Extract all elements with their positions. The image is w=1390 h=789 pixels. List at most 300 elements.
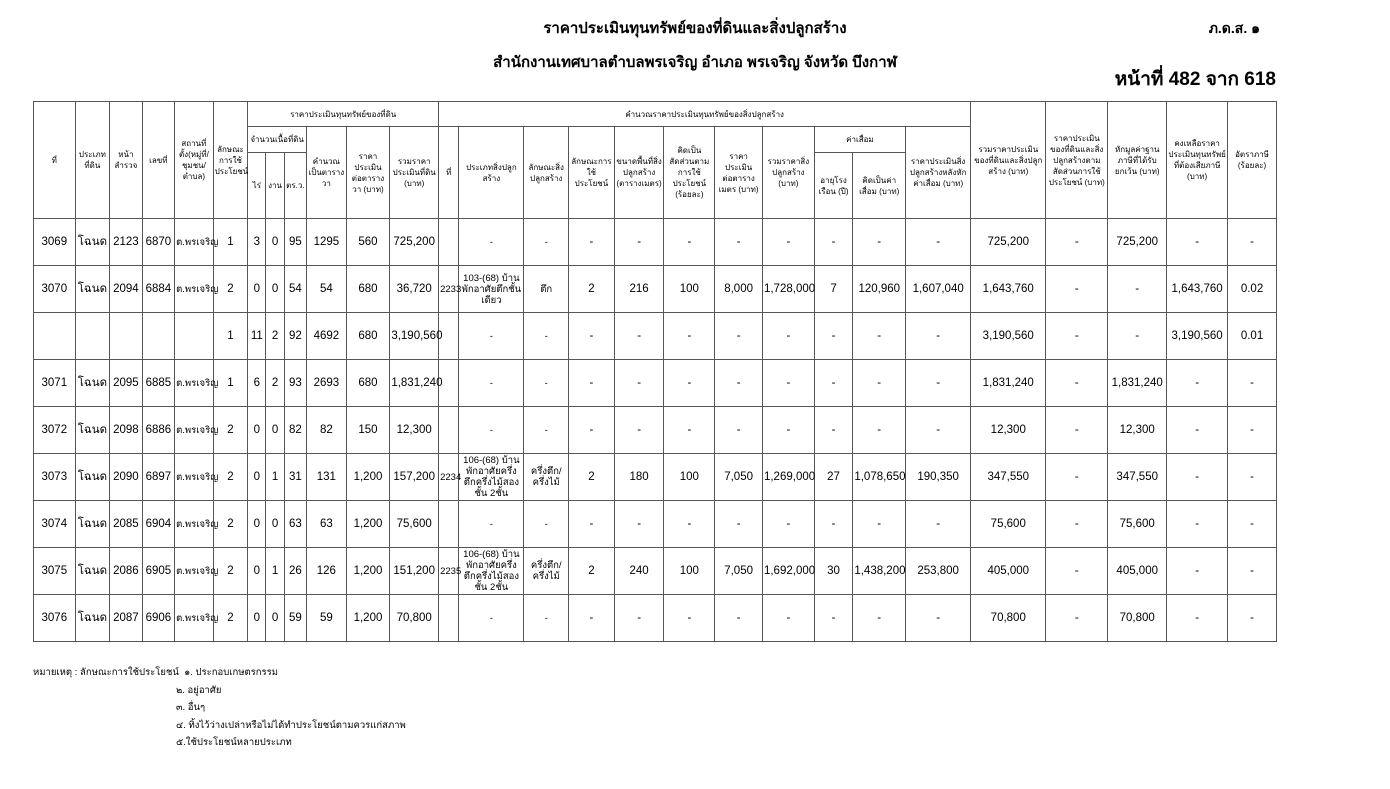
table-cell: ต.พรเจริญ — [175, 360, 214, 407]
table-header — [34, 102, 1277, 219]
table-cell: 405,000 — [1108, 548, 1167, 595]
table-cell: 2095 — [110, 360, 142, 407]
table-cell: - — [762, 595, 814, 642]
table-row — [34, 313, 1277, 360]
table-cell: 157,200 — [390, 454, 439, 501]
table-cell: 2087 — [110, 595, 142, 642]
table-cell — [439, 219, 459, 266]
table-cell: 2094 — [110, 266, 142, 313]
table-cell: 1,831,240 — [971, 360, 1046, 407]
col-land-total: รวมราคาประเมินที่ดิน (บาท) — [390, 127, 439, 219]
table-cell: 6905 — [142, 548, 174, 595]
table-cell: 151,200 — [390, 548, 439, 595]
col-group-area: จำนวนเนื้อที่ดิน — [248, 127, 307, 153]
table-cell: - — [814, 407, 853, 454]
table-row — [34, 501, 1277, 548]
table-cell: 2098 — [110, 407, 142, 454]
table-cell: - — [715, 595, 763, 642]
table-cell: - — [853, 313, 906, 360]
table-cell: - — [814, 595, 853, 642]
table-cell: 75,600 — [1108, 501, 1167, 548]
table-cell: - — [1167, 454, 1228, 501]
table-cell: 93 — [284, 360, 306, 407]
table-cell: 2235 — [439, 548, 459, 595]
table-cell: 3 — [248, 219, 266, 266]
table-cell: - — [569, 595, 615, 642]
table-cell: ต.พรเจริญ — [175, 454, 214, 501]
table-cell: 1 — [213, 219, 248, 266]
col-total-all: รวมราคาประเมินของที่ดินและสิ่งปลูกสร้าง (บาท) — [971, 102, 1046, 219]
table-cell: 6906 — [142, 595, 174, 642]
table-cell: - — [906, 313, 971, 360]
table-cell: 1,607,040 — [906, 266, 971, 313]
table-cell: 7 — [814, 266, 853, 313]
table-cell: - — [906, 595, 971, 642]
table-cell: 180 — [614, 454, 664, 501]
table-cell: 0 — [266, 407, 284, 454]
table-cell: 1,200 — [346, 454, 390, 501]
table-cell: โฉนด — [75, 360, 110, 407]
table-cell: ต.พรเจริญ — [175, 407, 214, 454]
table-cell: 12,300 — [390, 407, 439, 454]
table-cell: - — [762, 313, 814, 360]
table-cell: 131 — [307, 454, 347, 501]
table-cell: - — [569, 313, 615, 360]
table-cell — [439, 407, 459, 454]
table-cell: 0 — [266, 266, 284, 313]
table-row — [34, 595, 1277, 642]
col-exempt: หักมูลค่าฐานภาษีที่ได้รับยกเว้น (บาท) — [1108, 102, 1167, 219]
table-cell: 4692 — [307, 313, 347, 360]
table-cell: 1,692,000 — [762, 548, 814, 595]
table-cell: 3069 — [34, 219, 76, 266]
table-cell: 3073 — [34, 454, 76, 501]
table-cell: 63 — [307, 501, 347, 548]
table-cell: 6885 — [142, 360, 174, 407]
table-cell: 12,300 — [1108, 407, 1167, 454]
table-cell: 59 — [307, 595, 347, 642]
table-cell: 3,190,560 — [971, 313, 1046, 360]
table-cell: 680 — [346, 360, 390, 407]
table-cell: 2 — [266, 313, 284, 360]
table-row — [34, 219, 1277, 266]
table-cell: 63 — [284, 501, 306, 548]
table-cell: 190,350 — [906, 454, 971, 501]
table-cell: 0 — [248, 266, 266, 313]
table-cell: 0.01 — [1228, 313, 1277, 360]
table-cell: - — [1046, 548, 1108, 595]
table-cell: ต.พรเจริญ — [175, 595, 214, 642]
table-cell: 725,200 — [1108, 219, 1167, 266]
table-cell: 70,800 — [1108, 595, 1167, 642]
document-title: ราคาประเมินทุนทรัพย์ของที่ดินและสิ่งปลูกสร้าง — [543, 20, 847, 37]
table-cell: 347,550 — [1108, 454, 1167, 501]
table-cell: - — [814, 501, 853, 548]
table-cell: 11 — [248, 313, 266, 360]
table-cell: 680 — [346, 313, 390, 360]
table-cell: 150 — [346, 407, 390, 454]
document-subtitle: สำนักงานเทศบาลตำบลพรเจริญ อำเภอ พรเจริญ จังหวัด บึงกาฬ — [493, 54, 897, 71]
col-group-building: คำนวณราคาประเมินทุนทรัพย์ของสิ่งปลูกสร้าง — [439, 102, 971, 127]
table-cell: - — [524, 501, 569, 548]
table-cell: 126 — [307, 548, 347, 595]
table-cell: 405,000 — [971, 548, 1046, 595]
table-cell: 347,550 — [971, 454, 1046, 501]
table-cell: - — [853, 219, 906, 266]
table-cell: - — [1228, 501, 1277, 548]
table-cell: - — [664, 407, 715, 454]
table-cell: - — [1046, 595, 1108, 642]
col-bld-size: ขนาดพื้นที่สิ่งปลูกสร้าง (ตารางเมตร) — [614, 127, 664, 219]
table-cell: - — [762, 501, 814, 548]
table-cell: - — [459, 501, 524, 548]
form-code: ภ.ด.ส. ๑ — [1208, 20, 1260, 36]
table-cell: - — [459, 407, 524, 454]
table-cell: 3,190,560 — [390, 313, 439, 360]
table-cell: 1,643,760 — [1167, 266, 1228, 313]
col-bld-use: ลักษณะการใช้ประโยชน์ — [569, 127, 615, 219]
table-cell: โฉนด — [75, 595, 110, 642]
table-cell: - — [569, 501, 615, 548]
table-cell: - — [614, 501, 664, 548]
table-cell: 2234 — [439, 454, 459, 501]
table-cell — [175, 313, 214, 360]
col-remaining: คงเหลือราคาประเมินทุนทรัพย์ที่ต้องเสียภาษี (บาท) — [1167, 102, 1228, 219]
table-cell: 725,200 — [971, 219, 1046, 266]
table-cell: - — [459, 219, 524, 266]
table-cell: - — [715, 360, 763, 407]
table-cell: 120,960 — [853, 266, 906, 313]
table-cell — [439, 501, 459, 548]
table-cell: 6886 — [142, 407, 174, 454]
table-cell: 2 — [213, 548, 248, 595]
table-cell: 3074 — [34, 501, 76, 548]
table-cell: 240 — [614, 548, 664, 595]
table-cell: 1,438,200 — [853, 548, 906, 595]
table-cell: 2 — [213, 595, 248, 642]
table-cell: 3,190,560 — [1167, 313, 1228, 360]
table-cell: - — [906, 360, 971, 407]
table-cell: - — [762, 219, 814, 266]
table-cell: 100 — [664, 266, 715, 313]
table-body — [34, 219, 1277, 642]
col-share: ราคาประเมินของที่ดินและสิ่งปลูกสร้างตามสัดส่วนการใช้ประโยชน์ (บาท) — [1046, 102, 1108, 219]
table-cell: 1 — [266, 548, 284, 595]
table-cell: - — [906, 501, 971, 548]
table-cell: 36,720 — [390, 266, 439, 313]
table-cell: - — [1228, 360, 1277, 407]
table-cell: 2 — [213, 501, 248, 548]
table-cell: - — [1108, 313, 1167, 360]
table-cell: 6 — [248, 360, 266, 407]
table-cell: 2233 — [439, 266, 459, 313]
col-group-land: ราคาประเมินทุนทรัพย์ของที่ดิน — [248, 102, 439, 127]
table-cell: - — [814, 313, 853, 360]
col-price-per-sqwa: ราคาประเมินต่อตารางวา (บาท) — [346, 127, 390, 219]
table-cell: 2693 — [307, 360, 347, 407]
table-cell: - — [1046, 501, 1108, 548]
assessment-table — [33, 101, 1277, 642]
table-cell: 6870 — [142, 219, 174, 266]
table-cell: - — [1167, 407, 1228, 454]
footnotes — [33, 664, 406, 752]
table-cell: - — [524, 219, 569, 266]
table-cell: 6897 — [142, 454, 174, 501]
table-cell: 0 — [266, 595, 284, 642]
table-cell: 106-(68) บ้านพักอาศัยครึ่งตึกครึ่งไม้สองชั้น 2ชั้น — [459, 454, 524, 501]
table-cell: - — [1046, 360, 1108, 407]
col-bld-char: ลักษณะสิ่งปลูกสร้าง — [524, 127, 569, 219]
table-cell: 95 — [284, 219, 306, 266]
table-cell: - — [569, 360, 615, 407]
col-ngan: งาน — [266, 153, 284, 219]
table-cell: 1295 — [307, 219, 347, 266]
table-cell: 27 — [814, 454, 853, 501]
table-cell: - — [853, 595, 906, 642]
table-cell: - — [1228, 454, 1277, 501]
table-cell: - — [664, 360, 715, 407]
table-cell: ตึก — [524, 266, 569, 313]
note-item: ๒. อยู่อาศัย — [176, 684, 222, 696]
table-cell: - — [814, 219, 853, 266]
col-use-type: ลักษณะการใช้ประโยชน์ — [213, 102, 248, 219]
table-cell: 7,050 — [715, 454, 763, 501]
table-cell: - — [524, 595, 569, 642]
table-cell — [75, 313, 110, 360]
table-cell: 3071 — [34, 360, 76, 407]
table-cell: 2 — [213, 266, 248, 313]
table-cell — [439, 595, 459, 642]
table-cell: โฉนด — [75, 266, 110, 313]
table-cell: - — [459, 360, 524, 407]
col-age: อายุโรงเรือน (ปี) — [814, 153, 853, 219]
table-cell: 54 — [307, 266, 347, 313]
table-cell: 70,800 — [390, 595, 439, 642]
table-cell: - — [1167, 595, 1228, 642]
col-price-sqm: ราคาประเมินต่อตารางเมตร (บาท) — [715, 127, 763, 219]
table-cell: - — [614, 595, 664, 642]
table-cell: - — [906, 219, 971, 266]
table-row — [34, 454, 1277, 501]
table-cell: - — [524, 360, 569, 407]
table-cell: - — [664, 219, 715, 266]
table-row — [34, 266, 1277, 313]
table-cell: - — [906, 407, 971, 454]
table-cell: - — [853, 501, 906, 548]
col-sqwa: ตร.ว. — [284, 153, 306, 219]
table-row — [34, 548, 1277, 595]
table-cell: 82 — [307, 407, 347, 454]
table-cell: 0.02 — [1228, 266, 1277, 313]
table-cell: 0 — [266, 501, 284, 548]
table-cell: 1,200 — [346, 548, 390, 595]
table-cell: 30 — [814, 548, 853, 595]
table-cell: 2086 — [110, 548, 142, 595]
table-cell: - — [715, 407, 763, 454]
table-cell — [142, 313, 174, 360]
table-cell — [34, 313, 76, 360]
table-cell: 0 — [248, 595, 266, 642]
table-cell: 1,200 — [346, 501, 390, 548]
table-cell: - — [1228, 407, 1277, 454]
table-cell: 2085 — [110, 501, 142, 548]
table-cell: 725,200 — [390, 219, 439, 266]
table-cell: - — [1228, 595, 1277, 642]
table-cell: ต.พรเจริญ — [175, 266, 214, 313]
table-cell: 12,300 — [971, 407, 1046, 454]
table-cell: 216 — [614, 266, 664, 313]
table-cell: ต.พรเจริญ — [175, 219, 214, 266]
table-cell: 2 — [213, 407, 248, 454]
table-cell: ต.พรเจริญ — [175, 548, 214, 595]
table-cell: 31 — [284, 454, 306, 501]
table-cell: 6884 — [142, 266, 174, 313]
col-number: เลขที่ — [142, 102, 174, 219]
table-cell: 2 — [569, 548, 615, 595]
table-cell: - — [715, 501, 763, 548]
table-cell: 1 — [213, 360, 248, 407]
table-cell: 1 — [213, 313, 248, 360]
table-cell: - — [853, 407, 906, 454]
table-cell: - — [614, 219, 664, 266]
table-cell: - — [1228, 548, 1277, 595]
table-cell: 1,728,000 — [762, 266, 814, 313]
table-cell: โฉนด — [75, 219, 110, 266]
col-bld-total: รวมราคาสิ่งปลูกสร้าง (บาท) — [762, 127, 814, 219]
table-cell: - — [664, 595, 715, 642]
table-cell: - — [1046, 407, 1108, 454]
table-cell: - — [1046, 454, 1108, 501]
table-cell: - — [1228, 219, 1277, 266]
table-cell: 3075 — [34, 548, 76, 595]
col-tax-rate: อัตราภาษี (ร้อยละ) — [1228, 102, 1277, 219]
table-cell: 2123 — [110, 219, 142, 266]
note-item: ๔. ทิ้งไว้ว่างเปล่าหรือไม่ได้ทำประโยชน์ตามควรแก่สภาพ — [176, 719, 406, 731]
table-cell: โฉนด — [75, 407, 110, 454]
table-cell: 1,831,240 — [390, 360, 439, 407]
col-survey: หน้าสำรวจ — [110, 102, 142, 219]
col-no: ที่ — [34, 102, 76, 219]
table-cell: 3070 — [34, 266, 76, 313]
table-cell: - — [853, 360, 906, 407]
table-cell: 82 — [284, 407, 306, 454]
table-cell: - — [1167, 219, 1228, 266]
table-cell: - — [569, 219, 615, 266]
table-cell: 3076 — [34, 595, 76, 642]
table-cell: - — [459, 595, 524, 642]
table-cell: 2 — [213, 454, 248, 501]
table-cell: 0 — [248, 501, 266, 548]
note-item: ๓. อื่นๆ — [176, 702, 206, 713]
table-cell: 59 — [284, 595, 306, 642]
table-cell: 106-(68) บ้านพักอาศัยครึ่งตึกครึ่งไม้สองชั้น 2ชั้น — [459, 548, 524, 595]
col-land-type: ประเภทที่ดิน — [75, 102, 110, 219]
table-cell: 1,078,650 — [853, 454, 906, 501]
table-row — [34, 360, 1277, 407]
table-cell: ต.พรเจริญ — [175, 501, 214, 548]
table-cell: 0 — [248, 407, 266, 454]
table-cell: - — [524, 407, 569, 454]
note-item: ๕.ใช้ประโยชน์หลายประเภท — [176, 737, 292, 748]
table-cell: 1,831,240 — [1108, 360, 1167, 407]
table-cell: - — [1046, 266, 1108, 313]
table-cell: - — [1167, 501, 1228, 548]
table-cell: - — [1046, 313, 1108, 360]
table-cell: 680 — [346, 266, 390, 313]
table-cell: - — [614, 313, 664, 360]
table-cell: 2090 — [110, 454, 142, 501]
table-cell: ครึ่งตึก/ครึ่งไม้ — [524, 454, 569, 501]
col-area-calc: คำนวณเป็นตารางวา — [307, 127, 347, 219]
col-bld-after: ราคาประเมินสิ่งปลูกสร้างหลังหักค่าเสื่อม (บาท) — [906, 127, 971, 219]
table-cell: - — [715, 219, 763, 266]
col-bld-type: ประเภทสิ่งปลูกสร้าง — [459, 127, 524, 219]
table-cell: 0 — [248, 454, 266, 501]
table-cell: โฉนด — [75, 454, 110, 501]
col-use-pct: คิดเป็นสัดส่วนตามการใช้ประโยชน์ (ร้อยละ) — [664, 127, 715, 219]
table-cell: 8,000 — [715, 266, 763, 313]
table-cell: 103-(68) บ้านพักอาศัยตึกชั้นเดียว — [459, 266, 524, 313]
table-cell: 0 — [266, 219, 284, 266]
table-cell: 92 — [284, 313, 306, 360]
table-cell: 253,800 — [906, 548, 971, 595]
col-depr-amount: คิดเป็นค่าเสื่อม (บาท) — [853, 153, 906, 219]
table-cell: 0 — [248, 548, 266, 595]
table-cell: 26 — [284, 548, 306, 595]
table-cell: 2 — [569, 266, 615, 313]
table-cell: โฉนด — [75, 548, 110, 595]
table-cell: โฉนด — [75, 501, 110, 548]
col-rai: ไร่ — [248, 153, 266, 219]
table-cell: 1,269,000 — [762, 454, 814, 501]
table-cell: 3072 — [34, 407, 76, 454]
table-cell: 54 — [284, 266, 306, 313]
note-item: ๑. ประกอบเกษตรกรรม — [184, 667, 278, 678]
table-cell: 6904 — [142, 501, 174, 548]
col-bld-no: ที่ — [439, 127, 459, 219]
page-indicator: หน้าที่ 482 จาก 618 — [1114, 69, 1276, 90]
table-cell: 1 — [266, 454, 284, 501]
table-cell: - — [569, 407, 615, 454]
table-cell: - — [715, 313, 763, 360]
table-cell: - — [664, 313, 715, 360]
table-cell: 560 — [346, 219, 390, 266]
table-cell: - — [614, 360, 664, 407]
table-cell: - — [762, 360, 814, 407]
col-group-depreciation: ค่าเสื่อม — [814, 127, 905, 153]
notes-prefix: หมายเหตุ : ลักษณะการใช้ประโยชน์ — [33, 667, 179, 678]
table-cell: 7,050 — [715, 548, 763, 595]
table-cell: - — [1167, 360, 1228, 407]
table-cell: 2 — [266, 360, 284, 407]
table-cell: - — [664, 501, 715, 548]
table-cell: 75,600 — [390, 501, 439, 548]
table-cell: - — [1046, 219, 1108, 266]
table-cell: 1,643,760 — [971, 266, 1046, 313]
table-cell: - — [614, 407, 664, 454]
table-cell: 2 — [569, 454, 615, 501]
table-row — [34, 407, 1277, 454]
table-cell: ครึ่งตึก/ครึ่งไม้ — [524, 548, 569, 595]
table-cell: 100 — [664, 454, 715, 501]
table-cell — [110, 313, 142, 360]
table-cell: - — [524, 313, 569, 360]
table-cell: - — [762, 407, 814, 454]
table-cell: - — [1167, 548, 1228, 595]
table-cell: 100 — [664, 548, 715, 595]
col-location: สถานที่ตั้ง(หมู่ที่/ชุมชน/ตำบล) — [175, 102, 214, 219]
table-cell: 1,200 — [346, 595, 390, 642]
